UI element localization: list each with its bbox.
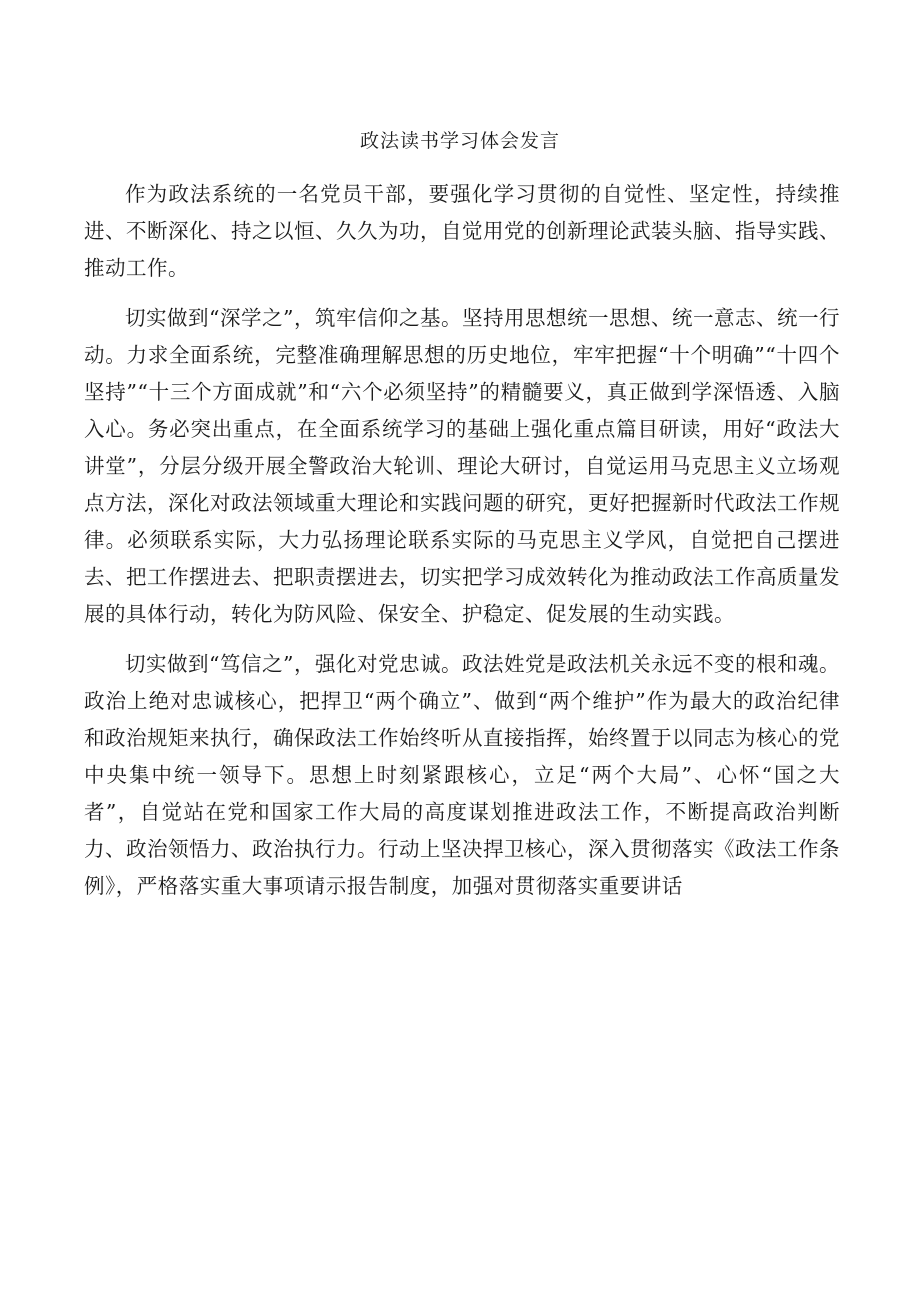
document-body xyxy=(84,176,840,918)
paragraph-2: 切实做到“深学之”，筑牢信仰之基。坚持用思想统一思想、统一意志、统一行动。力求全面系统，完整准确理解思想的历史地位，牢牢把握“十个明确”“十四个坚持”“十三个方面成就”和“六个必须坚持”的精髓要义，真正做到学深悟透、入脑入心。务必突出重点，在全面系统学习的基础上强化重点篇目研读，用好“政法大讲堂”，分层分级开展全警政治大轮训、理论大研讨，自觉运用马克思主义立场观点方法，深化对政法领域重大理论和实践问题的研究，更好把握新时代政法工作规律。必须联系实际，大力弘扬理论联系实际的马克思主义学风，自觉把自己摆进去、把工作摆进去、把职责摆进去，切实把学习成效转化为推动政法工作高质量发展的具体行动，转化为防风险、保安全、护稳定、促发展的生动实践。 xyxy=(84,306,840,626)
paragraph-1: 作为政法系统的一名党员干部，要强化学习贯彻的自觉性、坚定性，持续推进、不断深化、持之以恒、久久为功，自觉用党的创新理论武装头脑、指导实践、推动工作。 xyxy=(84,182,840,280)
paragraph-3: 切实做到“笃信之”，强化对党忠诚。政法姓党是政法机关永远不变的根和魂。政治上绝对忠诚核心，把捍卫“两个确立”、做到“两个维护”作为最大的政治纪律和政治规矩来执行，确保政法工作始终听从直接指挥，始终置于以同志为核心的党中央集中统一领导下。思想上时刻紧跟核心，立足“两个大局”、心怀“国之大者”，自觉站在党和国家工作大局的高度谋划推进政法工作，不断提高政治判断力、政治领悟力、政治执行力。行动上坚决捍卫核心，深入贯彻落实《政法工作条例》，严格落实重大事项请示报告制度，加强对贯彻落实重要讲话 xyxy=(84,652,840,898)
document-title: 政法读书学习体会发言 xyxy=(359,130,560,152)
